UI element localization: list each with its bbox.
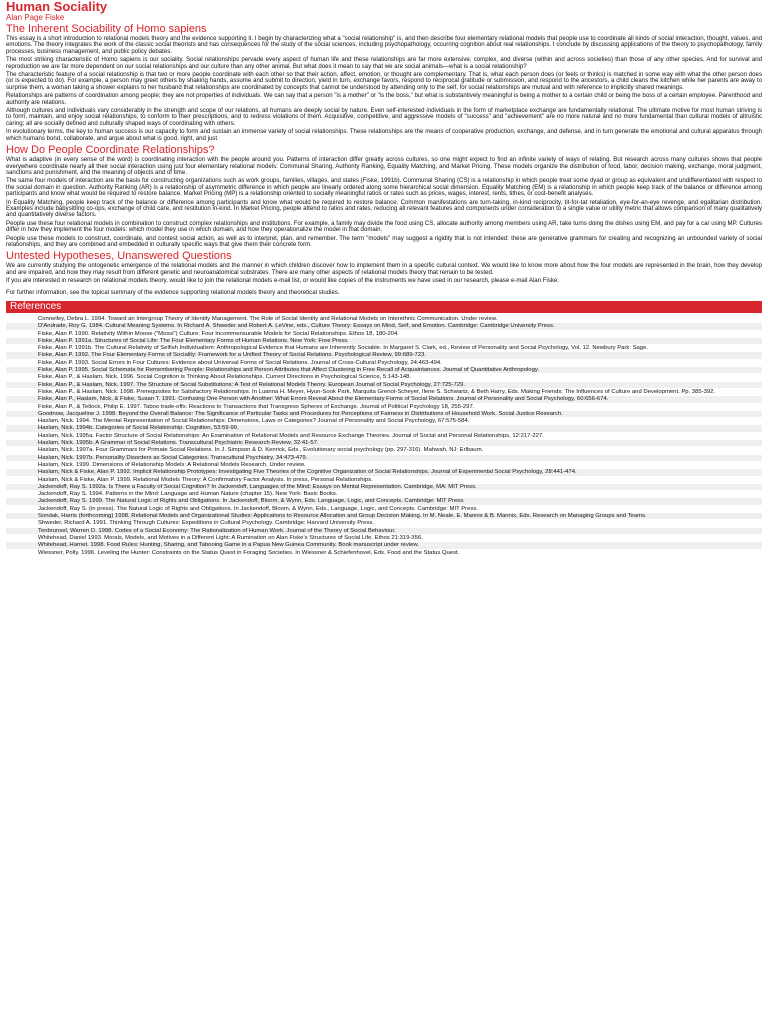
contact-note: If you are interested in research on relational models theory, would like to join the relational models e-mail list, or would like copies of the instruments we have used in our research, please e-mail Alan Fiske. (6, 277, 560, 285)
body-paragraph: The same four models of interaction are the basis for constructing organizations such as work groups, families, villages, and states (Fiske, 1991b). Communal Sharing (CS) is a relationship in which people treat some dyad or group as equivalent and undifferentiated with respect to the social domain in question. Authority Ranking (AR) is a relationship of asymmetric difference in which people are linearly ordered along some hierarchical social dimension. Equality Matching (EM) is a relationship in which people keep track of the balance or difference among participants and know what would be required to restore balance. Market Pricing (MP) is a relationship oriented to socially meaningful ratios or rates such as prices, wages, interest, rents, tithes, or cost-benefit analyses. (6, 177, 762, 198)
section-heading: Untested Hypotheses, Unanswered Questions (6, 250, 232, 263)
reference-item: Fiske, Alan P. 1990. Relativity Within Moose ("Mossi") Culture: Four Incommensurable Models for Social Relationships. Ethos 18, 180-204. (38, 330, 399, 337)
reference-item: Connelley, Debra L. 1994. Toward an Intergroup Theory of Identity Management. The Role of Social Identity and Relational Models on Interethnic Communication. Under review. (38, 316, 498, 322)
reference-item: Fiske, Alan P. 1993. Social Errors in Four Cultures: Evidence about Universal Forms of Social Relations. Journal of Cross-Cultural Psychology, 24:463-494. (38, 359, 442, 366)
reference-item: Haslam, Nick. 1995b. A Grammar of Social Relations. Transcultural Psychiatric Research Review, 32:41-57. (6, 440, 762, 446)
body-paragraph: The characteristic feature of a social relationship is that two or more people coordinate with each other so that their action, affect, emotion, or thought are complementary. That is, what each person does (or feels or thinks) is matched in some way with what the other person does (or is expected to do). For example, a person may greet others by shaking hands, assume and submit to direction, yield in turn, exchange favors, respond to reciprocal gratitude or submission, and respond to the ancestors, a child cleans the kitchen while her parents are away to surprise them, a woman taking a shower explains to her husband that relationships are coordinated by concepts that cannot be understood by attending only to the self, for social relationships are mutual and with reference to implicitly shared meanings. (6, 71, 762, 91)
reference-item: Haslam, Nick. 1994b. Categories of Social Relationship. Cognition, 53:59-90. (6, 425, 762, 431)
body-paragraph: Relationships are patterns of coordination among people; they are not properties of individuals. We can say that a person "is a mother" or "is the boss," but what is substantively meaningful is being a mother to a certain child or being the boss of a certain employee. Parenthood and authority are relations. (6, 92, 762, 106)
reference-item: Haslam, Nick. 1994. The Mental Representation of Social Relationships: Dimensions, Laws or Categories? Journal of Personality and Social Psychology, 67:575-584. (38, 418, 470, 425)
reference-item: Fiske, Alan P. 1991a. Structures of Social Life: The Four Elementary Forms of Human Relations. New York: Free Press. (6, 338, 762, 344)
reference-item: Tenbrunsel, Warren D. 1998. Codes of a Social Economy: The Rationalization of Human Work. Journal of the Theory of Social Behaviour. (6, 528, 762, 534)
body-paragraph: Although cultures and individuals vary considerably in the strength and scope of our relations, all humans are deeply social by nature. Even self-interested individuals in the form of marketplace exchange are fundamentally relational. The ultimate motive for most human striving is to form, maintain, and enjoy social relationships, to conform to their prescriptions, and to redress violations of them. Acquisitive, competitive, and aggressive models of "success" and "achievement" are no more natural and no more fundamental than cultural models of altruistic caring; all are socially defined and culturally shaped ways of coordinating with others. (6, 107, 762, 127)
reference-item: Goodnow, Jacqueline J. 1998. Beyond the Overall Balance: The Significance of Particular Tasks and Procedures for Perceptions of Fairness in Distributions of Household Work. Social Justice Research. (6, 411, 762, 417)
reference-item: Fiske, Alan P., & Haslam, Nick. 1997. The Structure of Social Substitutions: A Test of Relational Models Theory. European Journal of Social Psychology, 27:725-729. (6, 382, 762, 388)
section-heading: How Do People Coordinate Relationships? (6, 144, 215, 157)
reference-item: Whitehead, Harriet. 1998. Food Rules: Hunting, Sharing, and Tabooing Game in a Papua New Guinea Community. Book manuscript under review. (6, 542, 762, 548)
page-title: Human Sociality (6, 0, 108, 14)
reference-item: Fiske, Alan P. 1995. Social Schemata for Remembering People: Relationships and Person Attributes that Affect Clustering in Free Recall of Acquaintances. Journal of Quantitative Anthropology. (6, 367, 762, 373)
references-list (6, 316, 762, 556)
reference-item: Sondak, Harris (forthcoming) 1998. Relational Models and Organizational Studies: Applications to Resource Allocation and Group Decision Making. In M. Neale, E. Mannix & B. Mannix, Eds. Research on Managing Groups and Teams. (6, 513, 762, 519)
reference-item: Jackendoff, Ray S. 1992a. Is There a Faculty of Social Cognition? In Jackendoff, Languages of the Mind: Essays on Mental Representation. Cambridge, MA: MIT Press. (6, 484, 762, 490)
reference-item: Wiessner, Polly. 1996. Leveling the Hunter: Constraints on the Status Quest in Foraging Societies. In Wiessner & Schiefenhovel, Eds. Food and the Status Quest. (38, 549, 460, 556)
reference-item: Haslam, Nick. 1997a. Four Grammars for Primate Social Relations. In J. Simpson & D. Kenrick, Eds., Evolutionary social psychology (pp. 297-316). Mahwah, NJ: Erlbaum. (38, 447, 484, 454)
reference-item: D'Andrade, Roy G. 1984. Cultural Meaning Systems. In Richard A. Shweder and Robert A. LeVine, eds., Culture Theory: Essays on Mind, Self, and Emotion. Cambridge: Cambridge University Press. (6, 323, 762, 329)
reference-item: Fiske, Alan P. 1991b. The Cultural Relativity of Selfish Individualism: Anthropological Evidence that Humans are Inherently Sociable. In Margaret S. Clark, ed., Review of Personality and Social Psychology, Vol. 12. Newbury Park: Sage. (38, 345, 648, 352)
reference-item: Fiske, Alan P., & Haslam, Nick. 1998. Prerequisites for Satisfactory Relationships. In Luanna H. Meyer, Hyun-Sook Park, Marquita Grenot-Scheyer, Ilene S. Schwartz, & Beth Harry, Eds. Making Friends: The Influences of Culture and Development. Pp. 385-392. (38, 388, 716, 395)
reference-item: Jackendoff, Ray S. (in press). The Natural Logic of Rights and Obligations. In Jackendoff, Bloom, & Wynn, Eds., Language, Logic, and Concepts. Cambridge: MIT Press. (38, 505, 478, 512)
body-paragraph: People use these models to construct, coordinate, and contest social action, as well as to interpret, plan, and remember. The term "models" may suggest a rigidity that is not intended: these are generative grammars for creating and recognizing an unbounded variety of social relationships, and they are combined and embedded in culturally specific ways that give them their concrete form. (6, 234, 762, 248)
body-paragraph: This essay is a short introduction to relational models theory and the evidence supporting it. I begin by characterizing what a "social relationship" is, and then describe four elementary relational models that people use to coordinate all kinds of social interaction, thought, values, and emotions. The theory integrates the work of the classic social theorists and has consequences for the study of the social sciences, including psychopathology, occurring cognition about real relationships. I conclude by discussing applications of the theory to psychopathology, family processes, business management, and public policy debates. (6, 35, 762, 55)
reference-item: Shweder, Richard A. 1991. Thinking Through Cultures: Expeditions in Cultural Psychology. Cambridge: Harvard University Press. (38, 520, 374, 527)
reference-item: Jackendoff, Ray S. 1999. The Natural Logic of Rights and Obligations. In Jackendoff, Bloom, & Wynn, Eds. Language, Logic, and Concepts. Cambridge: MIT Press. (6, 498, 762, 504)
body-paragraph: We are currently studying the ontogenetic emergence of the relational models and the manner in which children discover how to implement them in a specific cultural context. We would like to know more about how the four models are represented in the brain, how they develop and are impaired, and how they may result from different genetic and neuroanatomical substrates. There are many other aspects of relational models theory that remain to be tested. (6, 262, 762, 276)
reference-item: Haslam, Nick. 1995a. Factor Structure of Social Relationships: An Examination of Relational Models and Resource Exchange Theories. Journal of Social and Personal Relationships, 12:217-227. (38, 432, 544, 439)
reference-item: Fiske, Alan P., & Haslam, Nick. 1996. Social Cognition is Thinking About Relationships. Current Directions in Psychological Science, 5:143-148. (38, 374, 412, 381)
more-info-note: For further information, see the topical summary of the evidence supporting relational models theory and theoretical studies. (6, 288, 340, 296)
body-paragraph: In evolutionary terms, the key to human success is our capacity to form and sustain an immense variety of social relationships. These relationships are the means of cooperative production, exchange, and defense, and in turn generate the emotional and cultural apparatus through which humans bond, collaborate, and argue about what is good, right, and just. (6, 128, 762, 142)
body-paragraph: What is adaptive (in every sense of the word) is coordinating interaction with the people around you. Patterns of interaction differ greatly across cultures, so one might expect to find an infinite variety of ways of relating. But research across many cultures shows that people everywhere coordinate nearly all their social interaction using just four elementary relational models: Communal Sharing, Authority Ranking, Equality Matching, and Market Pricing. These models organize the distribution of food, labor, decision making, exchange, moral judgment, sanctions and punishment, and the meaning of objects and of time. (6, 156, 762, 176)
body-paragraph: People use these four relational models in combination to construct complex relationships and institutions. For example, a family may divide the food using CS, allocate authority among members using AR, take turns doing the dishes using EM, and pay for a car using MP. Cultures differ in how they implement the four models: which model they use in which domain, and how they operationalize the model in that domain. (6, 219, 762, 234)
article-body (6, 23, 762, 276)
author-name: Alan Page Fiske (6, 13, 65, 22)
reference-item: Whitehead, Daniel 1993. Morals, Models, and Motives in a Different Light: A Rumination on Alan Fiske's Structures of Social Life. Ethos 21:319-356. (38, 534, 423, 541)
reference-item: Jackendoff, Ray S. 1994. Patterns in the Mind: Language and Human Nature (chapter 15). New York: Basic Books. (38, 491, 338, 498)
reference-item: Haslam, Nick. 1999. Dimensions of Relationship Models: A Relational Models Research. Under review. (38, 461, 306, 468)
section-heading: The Inherent Sociability of Homo sapiens (6, 23, 207, 35)
reference-item: Fiske, Alan P., Haslam, Nick, & Fiske, Susan T. 1991. Confusing One Person with Another: What Errors Reveal About the Elementary Forms of Social Relations. Journal of Personality and Social Psychology, 60:656-674. (6, 396, 762, 402)
reference-item: Haslam, Nick & Fiske, Alan P. 1992. Implicit Relationship Prototypes: Investigating Five Theories of the Cognitive Organization of Social Relationships. Journal of Experimental Social Psychology, 28:441-474. (6, 469, 762, 475)
references-heading: References (6, 301, 762, 313)
reference-item: Haslam, Nick & Fiske, Alan P. 1999. Relational Models Theory: A Confirmatory Factor Analysis. In press, Personal Relationships. (38, 476, 373, 483)
reference-item: Haslam, Nick. 1997b. Personality Disorders as Social Categories. Transcultural Psychiatry, 34:473-479. (6, 455, 762, 461)
body-paragraph: The most striking characteristic of Homo sapiens is our sociality. Social relationships pervade every aspect of human life and these relationships are far more extensive, complex, and diverse (within and across societies) than those of any other species. And for survival and reproduction we are far more dependent on our social relationships and our culture than any other animal. But what does it mean to say that we are social animals—what is a social relationship? (6, 56, 762, 70)
body-paragraph: In Equality Matching, people keep track of the balance or difference among participants and know what would be required to restore balance. Common manifestations are turn-taking, in-kind reciprocity, tit-for-tat retaliation, eye-for-an-eye revenge, and egalitarian distribution. Examples include babysitting co-ops, exchange of child care, and restitution in-kind. In Market Pricing, people attend to ratios and rates, reducing all relevant features and components under consideration to a single value or utility metric that allows comparison of many qualitatively and quantitatively diverse factors. (6, 198, 762, 219)
reference-item: Fiske, Alan P. 1992. The Four Elementary Forms of Sociality: Framework for a Unified Theory of Social Relations. Psychological Review, 99:689-723. (6, 352, 762, 358)
reference-item: Fiske, Alan P., & Tetlock, Philip E. 1997. Taboo trade-offs: Reactions to Transactions that Transgress Spheres of Exchange. Journal of Political Psychology 18, 255-297. (38, 403, 475, 410)
